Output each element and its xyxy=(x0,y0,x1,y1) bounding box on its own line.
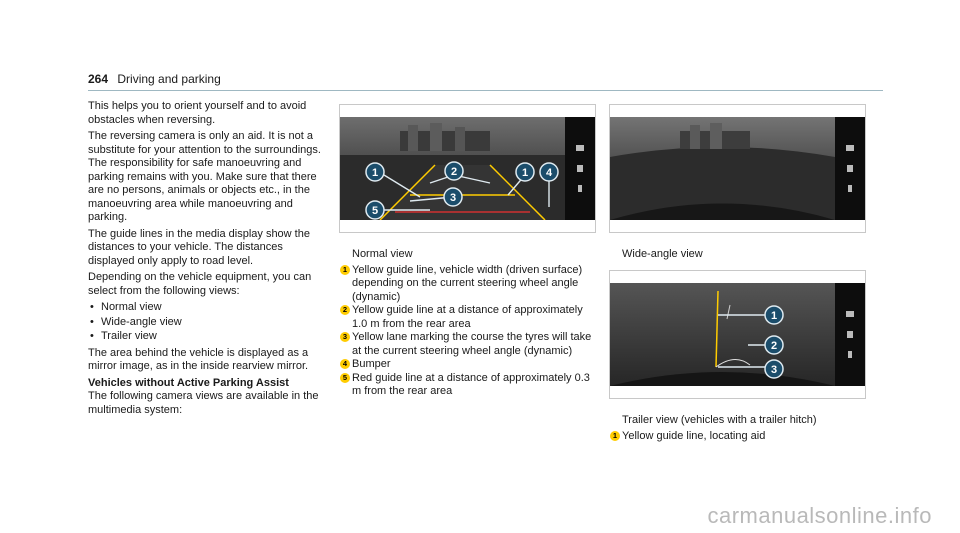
legend-item: 3 Yellow lane marking the course the tyres will take at the current steering wheel angle (dynamic) xyxy=(340,331,598,358)
page-header xyxy=(88,72,221,86)
paragraph: The following camera views are available in the multimedia system: xyxy=(88,390,319,416)
section-title: Driving and parking xyxy=(117,72,221,86)
number-badge: 4 xyxy=(340,359,350,369)
view-list xyxy=(88,301,328,344)
callout-marker xyxy=(366,163,384,181)
legend-item: 5 Red guide line at a distance of approximately 0.3 m from the rear area xyxy=(340,372,598,399)
camera-image-trailer xyxy=(610,283,865,386)
paragraph: This helps you to orient yourself and to avoid obstacles when reversing. xyxy=(88,100,307,126)
list-item: • Normal view xyxy=(88,301,328,315)
number-badge: 1 xyxy=(340,265,350,275)
figure-title: Normal view xyxy=(352,248,413,260)
list-item: • Wide-angle view xyxy=(88,316,328,330)
watermark: carmanualsonline.info xyxy=(707,503,932,528)
trailer-view-figure xyxy=(609,270,866,399)
svg-text:5: 5 xyxy=(371,205,379,217)
list-item: • Trailer view xyxy=(88,330,328,344)
legend-item: 1 Yellow guide line, vehicle width (driven surface) depending on the current steering wheel angle (dynamic) xyxy=(340,264,598,305)
page-number: 264 xyxy=(88,72,109,86)
svg-text:2: 2 xyxy=(450,166,458,178)
svg-text:3: 3 xyxy=(770,364,778,376)
camera-image-wide xyxy=(610,117,865,220)
figure-title: Wide-angle view xyxy=(622,248,703,260)
callout-marker xyxy=(765,360,783,378)
svg-text:1: 1 xyxy=(521,167,529,179)
number-badge: 5 xyxy=(340,373,350,383)
wide-angle-caption xyxy=(610,248,868,264)
svg-text:2: 2 xyxy=(770,340,778,352)
number-badge: 1 xyxy=(610,431,620,441)
normal-view-caption xyxy=(340,248,598,399)
paragraph: The area behind the vehicle is displayed as a mirror image, as in the inside rearview mirror. xyxy=(88,346,309,372)
figure-title: Trailer view (vehicles with a trailer hitch) xyxy=(622,414,817,426)
callout-marker xyxy=(540,163,558,181)
svg-text:3: 3 xyxy=(449,192,457,204)
body-text-column xyxy=(88,100,328,420)
paragraph: The reversing camera is only an aid. It is not a substitute for your attention to the surroundings. The responsibility for safe manoeuvring and parking remains with you. Make sure that there are no persons, animals or objects etc., in the manoeuvring area while manoeuvring and parking. xyxy=(88,130,321,223)
callout-marker xyxy=(445,162,463,180)
number-badge: 3 xyxy=(340,332,350,342)
svg-text:1: 1 xyxy=(371,167,379,179)
number-badge: 2 xyxy=(340,305,350,315)
callout-marker xyxy=(516,163,534,181)
svg-text:1: 1 xyxy=(770,310,778,322)
callout-marker xyxy=(765,306,783,324)
section-heading: Vehicles without Active Parking Assist xyxy=(88,376,289,389)
paragraph: Depending on the vehicle equipment, you can select from the following views: xyxy=(88,271,312,297)
header-divider xyxy=(88,90,883,91)
wide-angle-figure xyxy=(609,104,866,233)
callout-marker xyxy=(444,188,462,206)
callout-marker xyxy=(765,336,783,354)
camera-image-normal xyxy=(340,117,595,220)
svg-text:4: 4 xyxy=(545,167,553,179)
trailer-view-caption xyxy=(610,414,868,443)
legend-item: 1 Yellow guide line, locating aid xyxy=(610,430,868,444)
callout-marker xyxy=(366,201,384,219)
legend-item: 2 Yellow guide line at a distance of approximately 1.0 m from the rear area xyxy=(340,304,598,331)
legend-item: 4 Bumper xyxy=(340,358,598,372)
normal-view-figure xyxy=(339,104,596,233)
paragraph: The guide lines in the media display show the distances to your vehicle. The distances displayed only apply to road level. xyxy=(88,227,310,267)
